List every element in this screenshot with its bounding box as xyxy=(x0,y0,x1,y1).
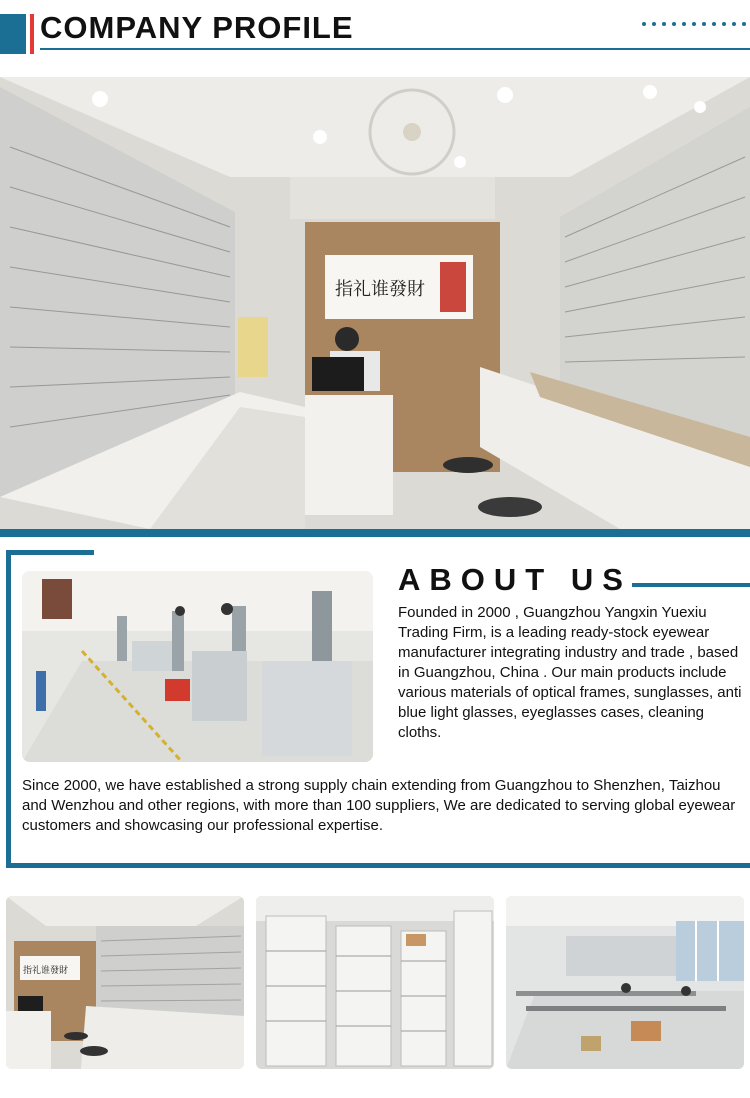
workshop-thumbnail xyxy=(506,896,744,1069)
about-frame-top xyxy=(6,550,94,555)
about-paragraph-1: Founded in 2000 , Guangzhou Yangxin Yuexiu Trading Firm, is a leading ready-stock eyewear manufacturer integrating industry and trade , based in Guangzhou, China . Our main products include various materials of optical frames, sunglasses, anti blue light glasses, eyeglasses cases, cleaning cloths. xyxy=(398,604,742,741)
about-title-line xyxy=(632,583,750,587)
showroom-photo xyxy=(0,77,750,529)
header-accent-block xyxy=(0,14,26,54)
about-frame-bottom xyxy=(6,863,750,868)
about-paragraph-2: Since 2000, we have established a strong supply chain extending from Guangzhou to Shenzhen, Taizhou and Wenzhou and other regions, with more than 100 suppliers, We are dedicated to serving global eyewear customers and showcasing our professional expertise. xyxy=(22,777,736,834)
page-title: COMPANY PROFILE xyxy=(40,10,354,45)
header-underline xyxy=(40,48,750,50)
svg-text:指礼谁發財: 指礼谁發財 xyxy=(335,279,425,300)
svg-text:指礼谁發財: 指礼谁發財 xyxy=(23,966,69,976)
warehouse-thumbnail xyxy=(256,896,494,1069)
about-title: ABOUT US xyxy=(398,562,632,597)
hero-divider-bar xyxy=(0,529,750,537)
about-frame-left xyxy=(6,550,11,868)
showroom-thumbnail xyxy=(6,896,244,1069)
factory-photo xyxy=(22,571,373,762)
header-red-bar xyxy=(30,14,34,54)
header-dots xyxy=(642,22,746,26)
